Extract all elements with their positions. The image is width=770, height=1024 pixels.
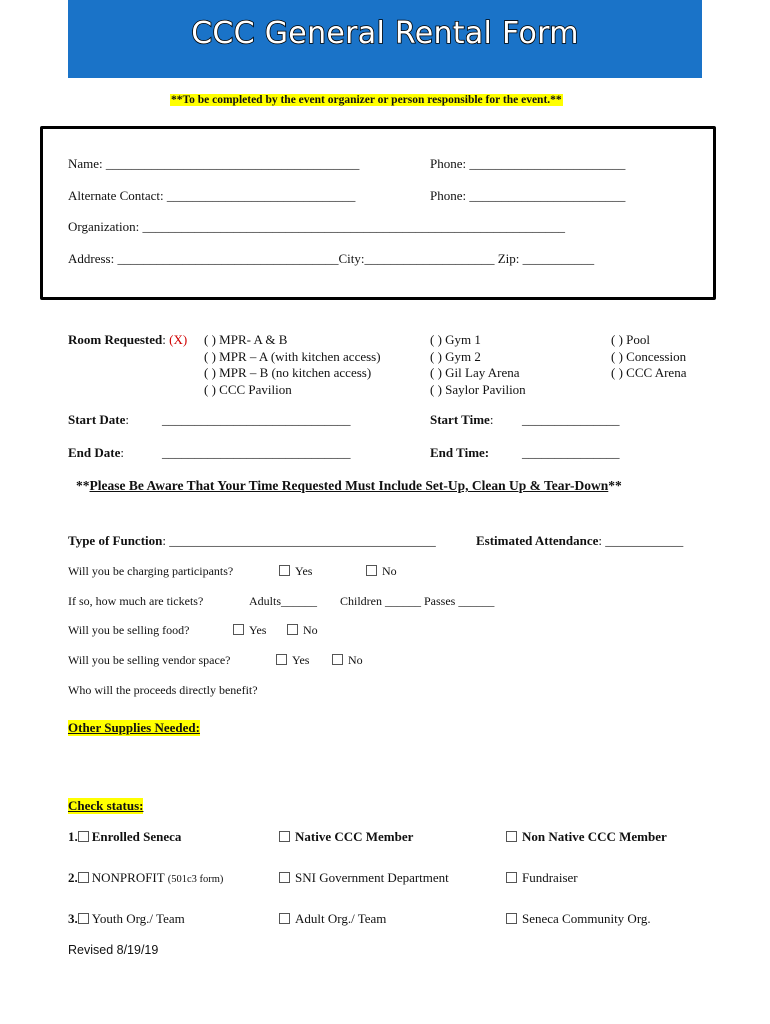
form-title: CCC General Rental Form	[191, 16, 579, 51]
room-option-gym2[interactable]: ( ) Gym 2	[430, 348, 481, 364]
checkbox-icon[interactable]	[287, 624, 298, 635]
room-option-gil-lay-arena[interactable]: ( ) Gil Lay Arena	[430, 365, 520, 380]
room-options-col1	[204, 332, 381, 398]
checkbox-icon[interactable]	[506, 831, 517, 842]
address-field[interactable]: Address: __________________________________City:____________________ Zip: ___________	[68, 251, 595, 266]
other-supplies-label: Other Supplies Needed:	[68, 720, 200, 735]
room-options-col2	[430, 332, 526, 398]
end-time-field[interactable]: _______________	[522, 445, 620, 460]
name-field[interactable]: Name: _______________________________________	[68, 156, 360, 171]
charging-question: Will you be charging participants?	[68, 564, 234, 578]
function-type-field[interactable]: Type of Function: _________________________________________	[68, 533, 436, 548]
vendor-question: Will you be selling vendor space?	[68, 653, 231, 667]
start-time-label: Start Time:	[430, 412, 494, 427]
checkbox-icon[interactable]	[506, 913, 517, 924]
status-fundraiser[interactable]: Fundraiser	[506, 870, 578, 886]
checkbox-icon[interactable]	[279, 831, 290, 842]
end-time-label: End Time:	[430, 445, 490, 460]
checkbox-icon[interactable]	[276, 654, 287, 665]
room-requested-label: Room Requested: (X)	[68, 332, 188, 347]
food-no-option[interactable]: No	[287, 623, 318, 638]
phone-field[interactable]: Phone: ________________________	[430, 156, 626, 171]
status-non-native-member[interactable]: Non Native CCC Member	[506, 829, 667, 845]
room-option-concession[interactable]: ( ) Concession	[611, 348, 687, 364]
tickets-question: If so, how much are tickets?	[68, 594, 204, 608]
checkbox-icon[interactable]	[279, 565, 290, 576]
vendor-yes-option[interactable]: Yes	[276, 653, 309, 668]
children-passes-field[interactable]: Children ______ Passes ______	[340, 594, 495, 608]
header-banner	[68, 0, 702, 78]
checkbox-icon[interactable]	[233, 624, 244, 635]
contact-info-box	[40, 126, 716, 300]
checkbox-icon[interactable]	[78, 831, 89, 842]
revised-date: Revised 8/19/19	[68, 943, 159, 957]
notice-text: **To be completed by the event organizer or person responsible for the event.**	[171, 94, 562, 106]
charging-no-option[interactable]: No	[366, 564, 397, 579]
room-mark: (X)	[169, 332, 188, 347]
status-nonprofit[interactable]: 2. NONPROFIT (501c3 form)	[68, 870, 224, 885]
checkbox-icon[interactable]	[78, 872, 89, 883]
room-option-saylor-pavilion[interactable]: ( ) Saylor Pavilion	[430, 381, 526, 397]
status-adult-org[interactable]: Adult Org./ Team	[279, 911, 386, 927]
room-option-ccc-pavilion[interactable]: ( ) CCC Pavilion	[204, 381, 292, 397]
organization-field[interactable]: Organization: _________________________________________________________________	[68, 219, 565, 234]
status-native-member[interactable]: Native CCC Member	[279, 829, 413, 845]
end-date-label: End Date:	[68, 445, 124, 460]
status-enrolled-seneca[interactable]: 1. Enrolled Seneca	[68, 829, 182, 844]
charging-yes-option[interactable]: Yes	[279, 564, 312, 579]
start-date-label: Start Date:	[68, 412, 130, 427]
status-seneca-community[interactable]: Seneca Community Org.	[506, 911, 651, 927]
food-yes-option[interactable]: Yes	[233, 623, 266, 638]
checkbox-icon[interactable]	[506, 872, 517, 883]
checkbox-icon[interactable]	[279, 913, 290, 924]
start-time-field[interactable]: _______________	[522, 412, 620, 427]
checkbox-icon[interactable]	[332, 654, 343, 665]
status-youth-org[interactable]: 3. Youth Org./ Team	[68, 911, 185, 926]
checkbox-icon[interactable]	[279, 872, 290, 883]
setup-warning: **Please Be Aware That Your Time Requested Must Include Set-Up, Clean Up & Tear-Down**	[76, 478, 622, 493]
checkbox-icon[interactable]	[78, 913, 89, 924]
checkbox-icon[interactable]	[366, 565, 377, 576]
vendor-no-option[interactable]: No	[332, 653, 363, 668]
room-option-gym1[interactable]: ( ) Gym 1	[430, 332, 481, 347]
attendance-field[interactable]: Estimated Attendance: ____________	[476, 533, 684, 548]
adults-ticket-field[interactable]: Adults______	[249, 594, 318, 608]
room-option-mpr-a[interactable]: ( ) MPR – A (with kitchen access)	[204, 348, 381, 364]
food-question: Will you be selling food?	[68, 623, 190, 637]
alternate-phone-field[interactable]: Phone: ________________________	[430, 188, 626, 203]
start-date-field[interactable]: _____________________________	[162, 412, 351, 427]
room-option-pool[interactable]: ( ) Pool	[611, 332, 650, 347]
status-sni-government[interactable]: SNI Government Department	[279, 870, 449, 886]
room-options-col3	[611, 332, 686, 382]
alternate-contact-field[interactable]: Alternate Contact: _____________________________	[68, 188, 356, 203]
room-option-mpr-b[interactable]: ( ) MPR – B (no kitchen access)	[204, 365, 372, 380]
end-date-field[interactable]: _____________________________	[162, 445, 351, 460]
room-option-ccc-arena[interactable]: ( ) CCC Arena	[611, 365, 687, 380]
check-status-label: Check status:	[68, 798, 144, 813]
proceeds-question: Who will the proceeds directly benefit?	[68, 683, 258, 697]
room-option-mpr-ab[interactable]: ( ) MPR- A & B	[204, 332, 288, 347]
